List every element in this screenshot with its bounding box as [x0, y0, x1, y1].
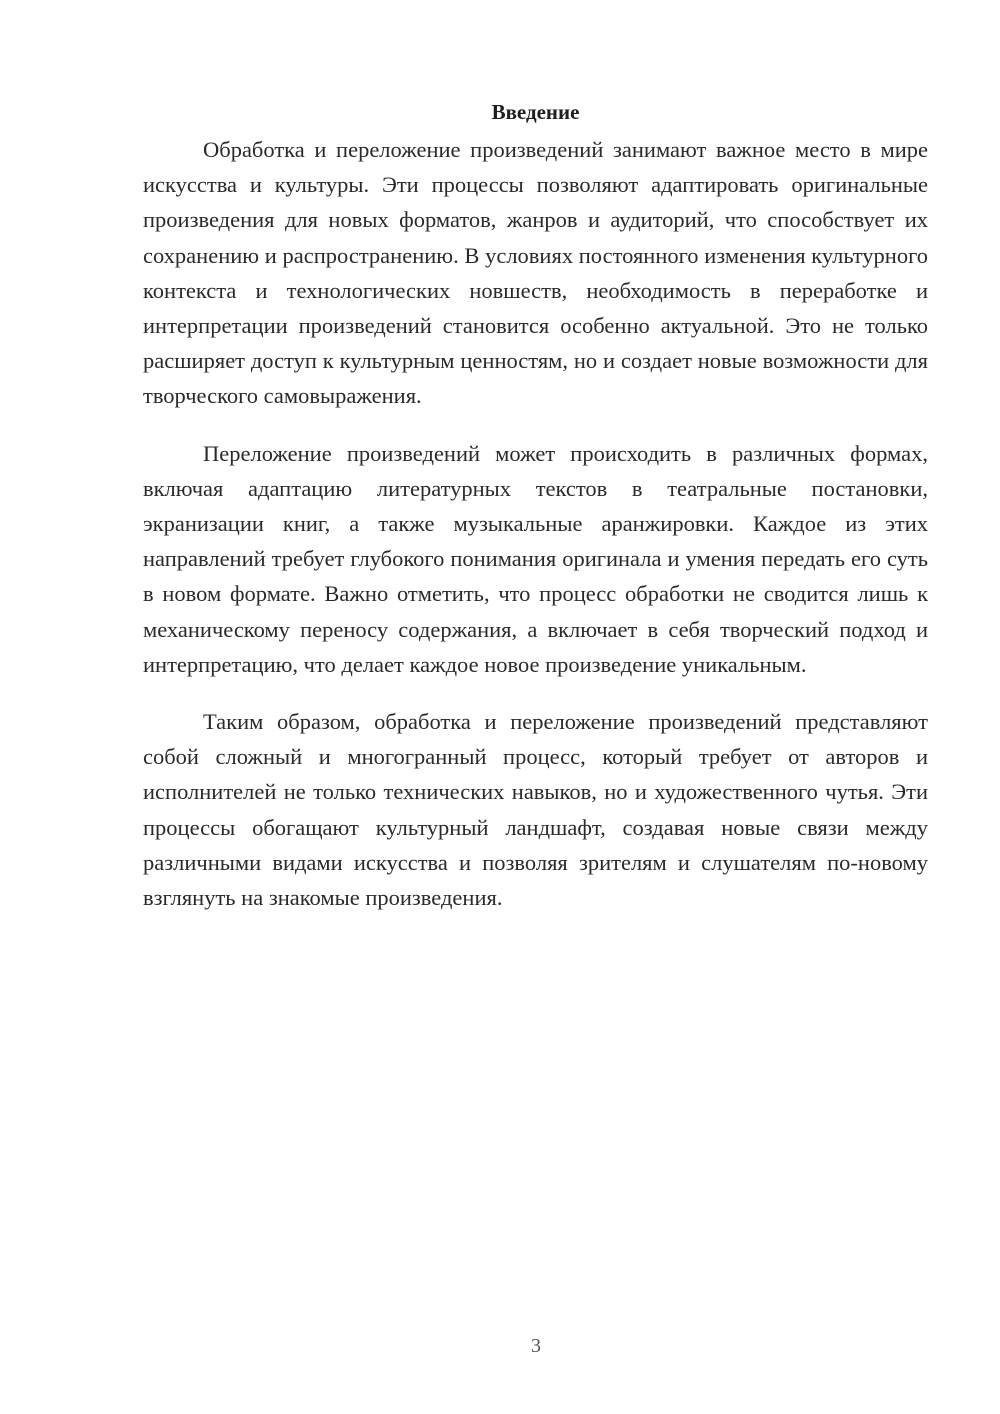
paragraph-2: Переложение произведений может происходить в различных формах, включая адаптацию литературных текстов в театральные постановки, экранизации книг, а также музыкальные аранжировки. Каждое из этих направлений требует глубокого понимания оригинала и умения передать его суть в новом формате. Важно отметить, что процесс обработки не сводится лишь к механическому переносу содержания, а включает в себя творческий подход и интерпретацию, что делает каждое новое произведение уникальным. [143, 440, 928, 677]
section-title: Введение [491, 100, 580, 124]
paragraph-3: Таким образом, обработка и переложение произведений представляют собой сложный и многогранный процесс, который требует от авторов и исполнителей не только технических навыков, но и художественного чутья. Эти процессы обогащают культурный ландшафт, создавая новые связи между различными видами искусства и позволяя зрителям и слушателям по-новому взглянуть на знакомые произведения. [143, 709, 928, 911]
page-content [143, 97, 928, 937]
paragraph-1: Обработка и переложение произведений занимают важное место в мире искусства и культуры. Эти процессы позволяют адаптировать оригинальные произведения для новых форматов, жанров и аудиторий, что способствует их сохранению и распространению. В условиях постоянного изменения культурного контекста и технологических новшеств, необходимость в переработке и интерпретации произведений становится особенно актуальной. Это не только расширяет доступ к культурным ценностям, но и создает новые возможности для творческого самовыражения. [143, 137, 928, 409]
page-number: 3 [531, 1335, 541, 1357]
